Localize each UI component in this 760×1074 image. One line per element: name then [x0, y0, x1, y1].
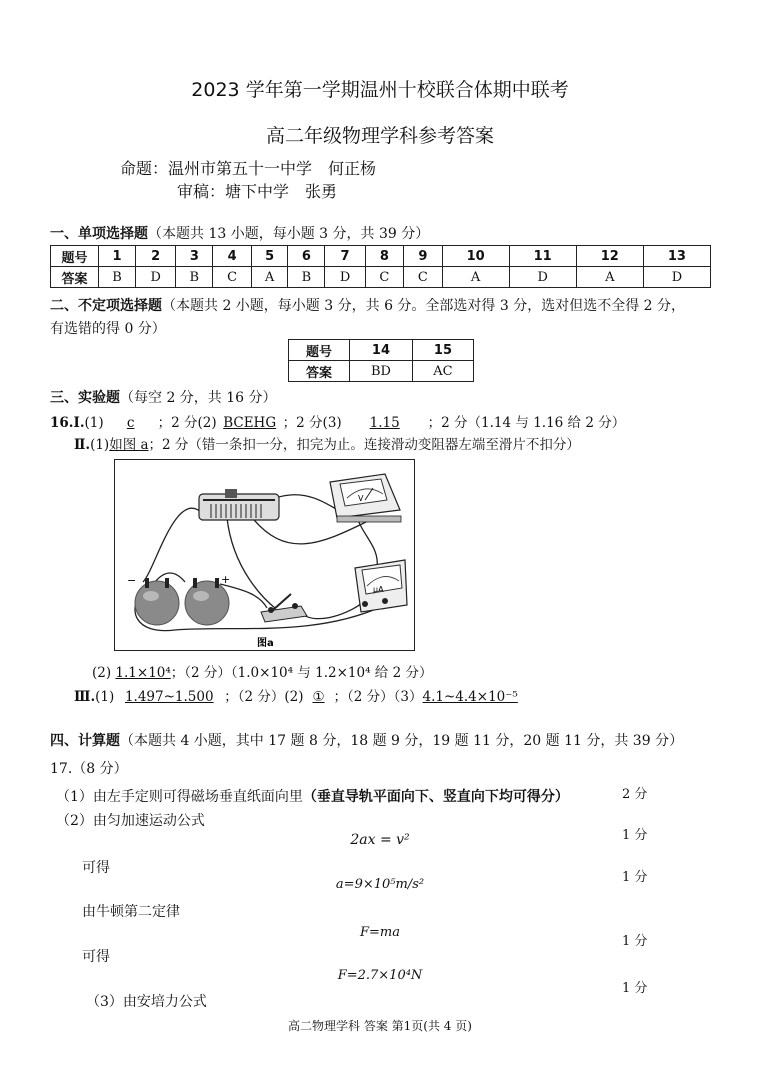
table-row	[289, 340, 474, 361]
voltmeter-icon	[330, 474, 401, 522]
microammeter-icon	[355, 560, 407, 612]
q16-part2-line2	[92, 661, 432, 681]
microammeter-label: μA	[373, 585, 384, 594]
question-number: 14	[350, 340, 413, 361]
score-note: ；2 分	[157, 415, 198, 431]
prefix: (1)	[90, 437, 110, 453]
circuit-diagram	[115, 460, 414, 650]
score-label: 1 分	[622, 981, 648, 996]
score-note: ；2 分（1.14 与 1.16 给 2 分）	[427, 415, 626, 431]
answer-cell: C	[404, 267, 442, 288]
part1-label: Ⅰ.	[73, 415, 85, 431]
row-label: 答案	[289, 361, 350, 382]
answer-value: 1.15	[369, 415, 400, 431]
answer-cell: B	[99, 267, 136, 288]
question-number: 10	[442, 246, 509, 267]
answer-cell: D	[643, 267, 710, 288]
question-number: 11	[509, 246, 576, 267]
section3-title: 三、实验题	[50, 390, 120, 406]
q16-part1-line	[50, 411, 625, 431]
table-row	[51, 267, 711, 288]
prefix: （3）	[393, 689, 423, 705]
answer-value: 如图 a	[109, 437, 149, 453]
formula: a=9×10⁵m/s²	[335, 877, 425, 892]
reviewer-line: 审稿：塘下中学 张勇	[177, 182, 338, 201]
answer-cell: C	[213, 267, 251, 288]
answer-cell: A	[442, 267, 509, 288]
answer-cell: D	[325, 267, 365, 288]
score-note: ；（2 分）	[333, 689, 394, 705]
formula: 2ax = v²	[350, 832, 410, 848]
q17-label: 17.（8 分）	[50, 761, 128, 777]
score-label: 1 分	[622, 828, 648, 843]
answer-cell: A	[251, 267, 288, 288]
fruit-battery-icon	[135, 578, 179, 625]
answer-cell: A	[576, 267, 643, 288]
section4-note: （本题共 4 小题，其中 17 题 8 分，18 题 9 分，19 题 11 分，20 题 11 分，共 39 分）	[120, 733, 684, 749]
q17-step3: （3）由安培力公式	[86, 994, 207, 1010]
answer-value: c	[126, 415, 135, 431]
q16-part3-line	[74, 685, 518, 705]
score-note: ；2 分（错一条扣一分，扣完为止。连接滑动变阻器左端至滑片不扣分）	[148, 437, 580, 453]
q16-label: 16.	[50, 415, 74, 431]
page-subtitle: 高二年级物理学科参考答案	[265, 125, 494, 147]
answer-cell: B	[176, 267, 213, 288]
table-row	[289, 361, 474, 382]
section4-title: 四、计算题	[50, 733, 120, 749]
question-number: 2	[136, 246, 176, 267]
question-number: 8	[365, 246, 403, 267]
page-title: 2023 学年第一学期温州十校联合体期中联考	[191, 79, 569, 101]
answer-cell: D	[136, 267, 176, 288]
question-number: 3	[176, 246, 213, 267]
prefix: (2)	[92, 665, 112, 681]
question-number: 1	[99, 246, 136, 267]
section2-answer-table	[288, 339, 474, 382]
question-number: 9	[404, 246, 442, 267]
circuit-figure	[114, 459, 415, 651]
question-number: 4	[213, 246, 251, 267]
prefix: (1)	[95, 689, 115, 705]
page-footer: 高二物理学科 答案 第1页(共 4 页)	[288, 1019, 472, 1033]
row-label: 题号	[289, 340, 350, 361]
step-note: （垂直导轨平面向下、竖直向下均可得分）	[302, 789, 569, 805]
score-note: ；（2 分）	[224, 689, 285, 705]
author-line: 命题：温州市第五十一中学 何正杨	[120, 159, 377, 178]
part2-label: Ⅱ.	[74, 437, 91, 453]
section1-note: （本题共 13 小题，每小题 3 分，共 39 分）	[148, 226, 430, 242]
answer-value: ①	[312, 689, 325, 705]
section1-title: 一、单项选择题	[50, 226, 148, 242]
row-label: 答案	[51, 267, 99, 288]
question-number: 12	[576, 246, 643, 267]
answer-cell: B	[288, 267, 325, 288]
plus-sign: +	[221, 573, 231, 586]
prefix: (1)	[84, 415, 104, 431]
prefix: (3)	[322, 415, 342, 431]
part3-label: Ⅲ.	[74, 689, 96, 705]
section4-heading	[50, 730, 683, 750]
score-label: 1 分	[622, 934, 648, 949]
voltmeter-label: V	[358, 494, 364, 503]
question-number: 5	[251, 246, 288, 267]
q17-step1	[56, 786, 569, 806]
answer-cell: AC	[412, 361, 473, 382]
newton-text: 由牛顿第二定律	[82, 904, 180, 920]
switch-icon	[261, 594, 307, 622]
section2-note: （本题共 2 小题，每小题 3 分，共 6 分。全部选对得 3 分，选对但选不全得 2 分，	[162, 298, 686, 314]
question-number: 15	[412, 340, 473, 361]
section2-heading	[50, 295, 685, 315]
answer-value: 1.1×10⁴	[115, 665, 171, 681]
step-text: （1）由左手定则可得磁场垂直纸面向里	[56, 789, 303, 805]
q16-part2-line	[74, 433, 580, 453]
answer-cell: C	[365, 267, 403, 288]
table-row	[51, 246, 711, 267]
section1-answer-table	[50, 245, 711, 288]
prefix: (2)	[284, 689, 304, 705]
prefix: (2)	[197, 415, 217, 431]
section2-title: 二、不定项选择题	[50, 298, 162, 314]
answer-value: 1.497~1.500	[124, 689, 214, 705]
score-label: 2 分	[622, 787, 648, 802]
row-label: 题号	[51, 246, 99, 267]
answer-value: BCEHG	[223, 415, 277, 431]
section3-note: （每空 2 分，共 16 分）	[120, 390, 277, 406]
score-note: ；（2 分）（1.0×10⁴ 与 1.2×10⁴ 给 2 分）	[170, 665, 433, 681]
score-label: 1 分	[622, 870, 648, 885]
q17-step2: （2）由匀加速运动公式	[56, 813, 205, 829]
answer-cell: D	[509, 267, 576, 288]
section2-note2: 有选错的得 0 分）	[50, 321, 166, 337]
figure-caption: 图a	[257, 638, 274, 649]
section1-heading	[50, 223, 429, 243]
answer-value: 4.1~4.4×10⁻⁵	[422, 689, 518, 705]
minus-sign: −	[127, 574, 137, 587]
question-number: 6	[288, 246, 325, 267]
question-number: 7	[325, 246, 365, 267]
formula: F=ma	[360, 925, 400, 940]
question-number: 13	[643, 246, 710, 267]
section3-heading	[50, 387, 277, 407]
score-note: ；2 分	[282, 415, 323, 431]
kede-text: 可得	[82, 860, 110, 876]
answer-cell: BD	[350, 361, 413, 382]
kede-text: 可得	[82, 949, 110, 965]
formula: F=2.7×10⁴N	[337, 968, 423, 983]
